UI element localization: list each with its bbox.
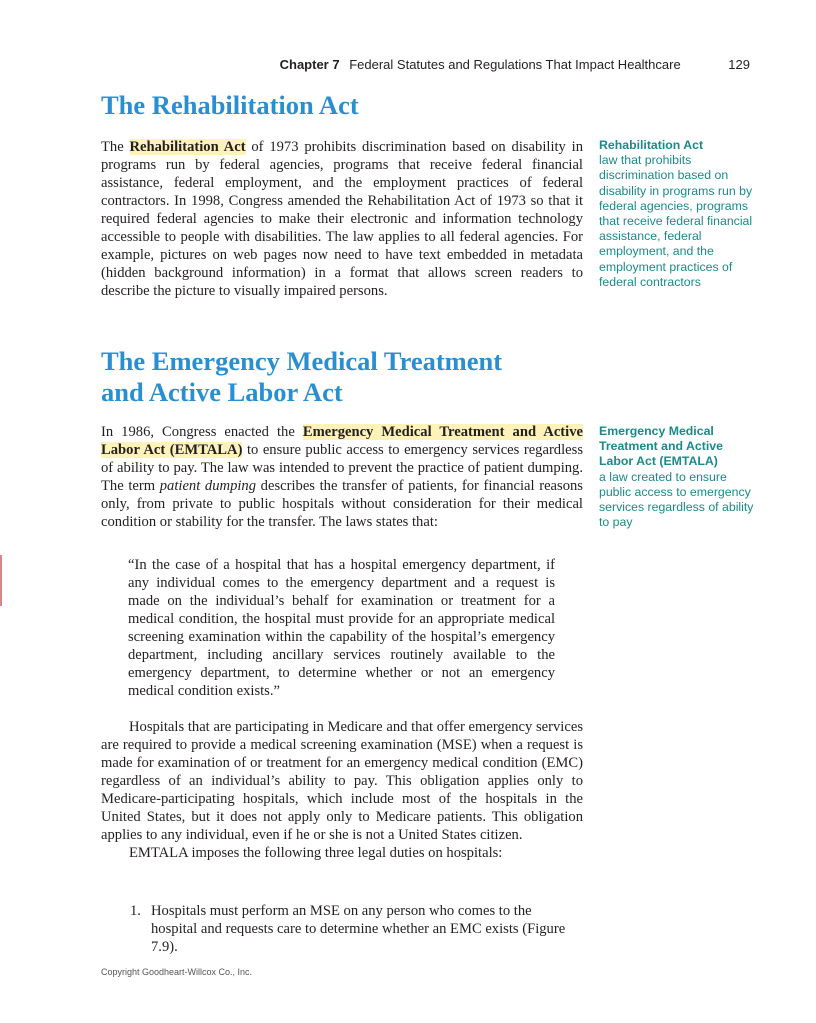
margin-definition: a law created to ensure public access to emergency services regardless of ability to pay xyxy=(599,469,754,530)
key-term-highlight: Rehabilitation Act xyxy=(129,139,246,155)
section-heading-rehabilitation-act: The Rehabilitation Act xyxy=(101,90,359,120)
section-heading-emtala: The Emergency Medical Treatment and Active Labor Act xyxy=(101,346,503,407)
list-text: Hospitals must perform an MSE on any person who comes to the hospital and requests care to determine whether an EMC exists (Figure 7.9). xyxy=(151,903,566,955)
page-number: 129 xyxy=(728,57,750,72)
copyright-footer: Copyright Goodheart-Willcox Co., Inc. xyxy=(101,967,253,977)
rehabilitation-act-paragraph: The Rehabilitation Act of 1973 prohibits discrimination based on disability in programs run by federal agencies, programs that receive federal financial assistance, federal employment, and the employment practices of federal contractors. In 1998, Congress amended the Rehabilitation Act of 1973 so that it required federal agencies to make their electronic and information technology accessible to people with disabilities. The law applies to all federal agencies. For example, pictures on web pages now need to have text embedded in metadata (hidden background information) in a format that allows screen readers to describe the picture to visually impaired persons. xyxy=(101,139,583,299)
list-number: 1. xyxy=(130,903,141,919)
margin-definition-rehabilitation-act xyxy=(599,138,759,290)
duties-intro: EMTALA imposes the following three legal duties on hospitals: xyxy=(129,845,503,861)
margin-term: Rehabilitation Act xyxy=(599,138,704,152)
duties-list xyxy=(130,902,570,956)
margin-term: Emergency Medical Treatment and Active Labor Act (EMTALA) xyxy=(599,424,723,469)
chapter-label: Chapter 7 xyxy=(279,57,340,72)
running-header xyxy=(0,57,750,72)
chapter-title: Federal Statutes and Regulations That Impact Healthcare xyxy=(349,57,681,72)
law-quote-block: “In the case of a hospital that has a hospital emergency department, if any individual comes to the emergency department and a request is made on the individual’s behalf for examination or treatment for a medical condition, the hospital must provide for an appropriate medical screening examination within the capability of the hospital’s emergency department, including ancillary services routinely available to the emergency department, to determine whether or not an emergency medical condition exists.” xyxy=(128,557,555,699)
medicare-paragraph: Hospitals that are participating in Medicare and that offer emergency services are required to provide a medical screening examination (MSE) when a request is made for examination of or treatment for an emergency medical condition (EMC) regardless of an individual’s ability to pay. This obligation applies only to Medicare-participating hospitals, which include most of the hospitals in the United States, but it does not apply only to Medicare patients. This obligation applies to any individual, even if he or she is not a United States citizen. xyxy=(101,719,583,843)
emtala-body-paragraphs xyxy=(101,718,583,862)
list-item xyxy=(130,902,570,956)
key-term-highlight: Emergency Medical Treatment and Active Labor Act (EMTALA) xyxy=(101,424,583,458)
margin-definition-emtala xyxy=(599,424,759,530)
margin-definition: law that prohibits discrimination based on disability in programs run by federal agencies, programs that receive federal financial assistance, federal employment, and the employment practices of federal contractors xyxy=(599,153,753,289)
italic-term: patient dumping xyxy=(159,478,257,494)
emtala-intro-paragraph: In 1986, Congress enacted the Emergency Medical Treatment and Active Labor Act (EMTALA) to ensure public access to emergency services regardless of ability to pay. The law was intended to prevent the practice of patient dumping. The term patient dumping describes the transfer of patients, for financial reasons only, from private to public hospitals without consideration for their medical condition or stability for the transfer. The laws states that: xyxy=(101,424,583,530)
revision-marker-bar xyxy=(0,555,2,606)
